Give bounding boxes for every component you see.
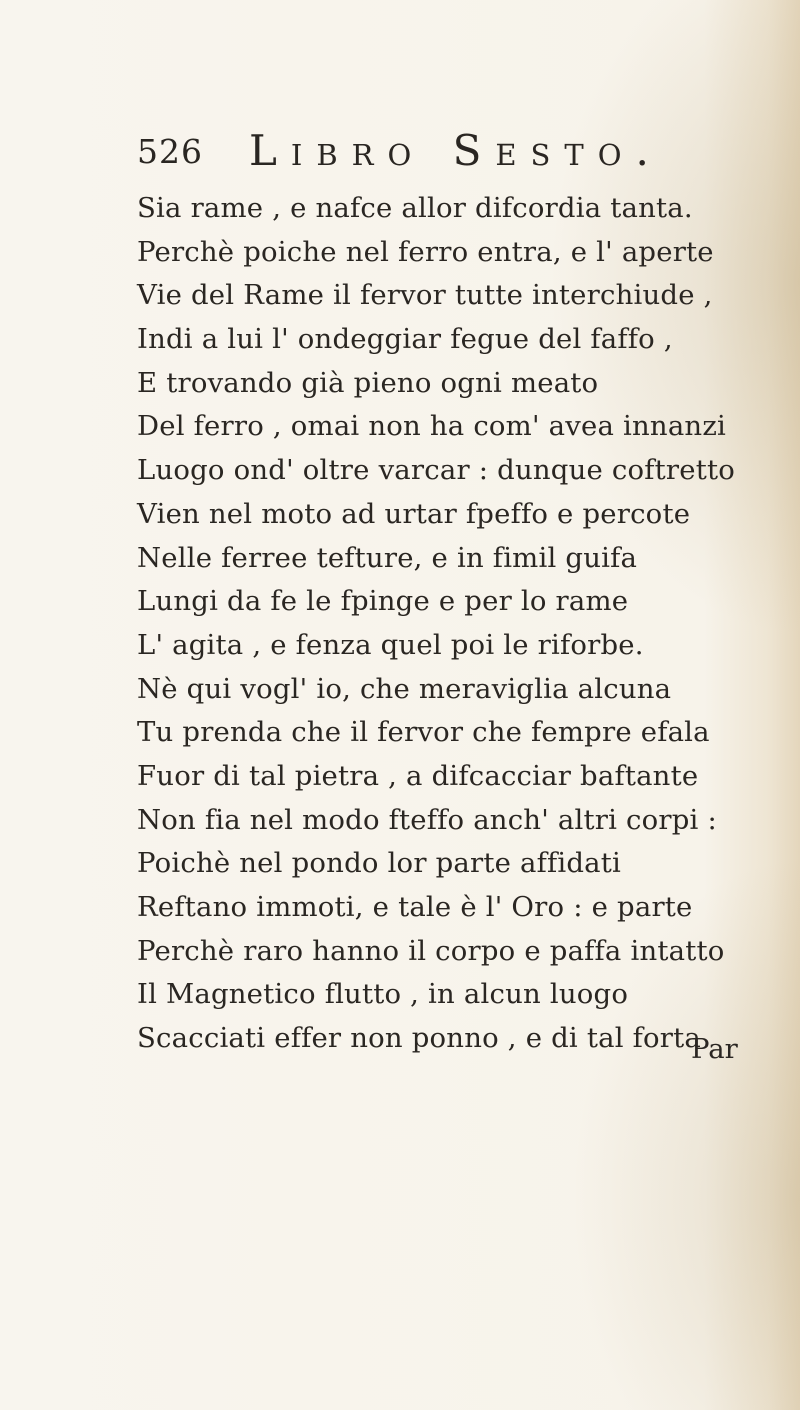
verse-line: Nè qui vogl' io, che meraviglia alcuna <box>137 672 672 705</box>
verse-block <box>137 187 737 1061</box>
running-title: Libro Sesto. <box>249 126 663 175</box>
verse-line: Del ferro , omai non ha com' avea innanzi <box>137 410 727 443</box>
catchword: Par <box>691 1033 738 1065</box>
verse-line: Vien nel moto ad urtar fpeffo e percote <box>137 497 691 530</box>
verse-line: L' agita , e fenza quel poi le riforbe. <box>137 628 644 661</box>
verse-line: Indi a lui l' ondeggiar fegue del faffo , <box>137 323 673 356</box>
verse-line: Perchè raro hanno il corpo e paffa intatto <box>137 934 725 967</box>
verse-line: Poichè nel pondo lor parte affidati <box>137 847 622 880</box>
verse-line: Sia rame , e nafce allor difcordia tanta. <box>137 192 693 224</box>
verse-line: Tu prenda che il fervor che fempre efala <box>137 716 710 749</box>
verse-line: Reftano immoti, e tale è l' Oro : e parte <box>137 891 693 923</box>
verse-line: Perchè poiche nel ferro entra, e l' aperte <box>137 235 714 268</box>
page-number: 526 <box>137 132 203 171</box>
verse-line: Nelle ferree tefture, e in fimil guifa <box>137 541 638 574</box>
verse-line: Non fia nel modo fteffo anch' altri corpi : <box>137 803 717 836</box>
verse-line: Lungi da fe le fpinge e per lo rame <box>137 585 629 618</box>
verse-line: Il Magnetico flutto , in alcun luogo <box>137 978 629 1011</box>
verse-line: Vie del Rame il fervor tutte interchiude , <box>137 279 713 312</box>
verse-line: E trovando già pieno ogni meato <box>137 366 599 399</box>
page-header <box>137 126 663 176</box>
verse-line: Luogo ond' oltre varcar : dunque coftretto <box>137 454 735 487</box>
verse-line: Scacciati effer non ponno , e di tal forta <box>137 1022 701 1055</box>
verse-line: Fuor di tal pietra , a difcacciar baftante <box>137 759 699 792</box>
